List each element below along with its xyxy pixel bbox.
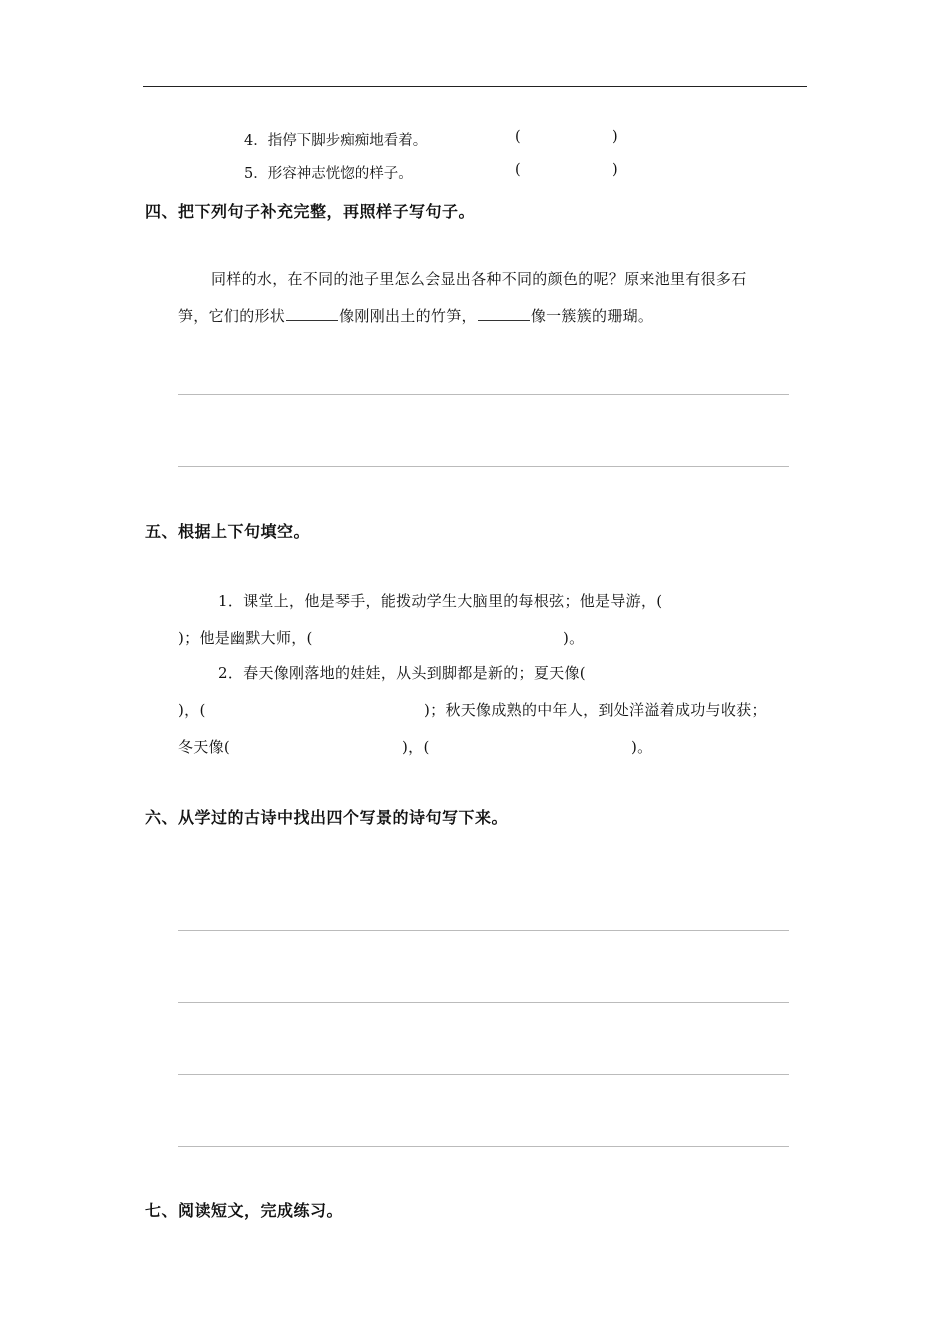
section-6-heading: 六、从学过的古诗中找出四个写景的诗句写下来。 <box>145 808 509 827</box>
q2-line-3a: 冬天像( <box>178 738 231 756</box>
section-4-paragraph-line-2 <box>178 305 653 326</box>
section-5-heading: 五、根据上下句填空。 <box>145 522 311 541</box>
answer-line[interactable] <box>178 1146 789 1147</box>
fill-blank-1[interactable] <box>286 306 338 321</box>
answer-paren-close-4: ) <box>612 129 618 145</box>
q1-line-2b: )。 <box>563 629 585 647</box>
q1-line-2a: )；他是幽默大师，( <box>178 629 313 647</box>
q2-line-3c: )。 <box>631 738 653 756</box>
item-5: 5．形容神志恍惚的样子。 <box>244 166 413 182</box>
answer-line[interactable] <box>178 466 789 467</box>
answer-line[interactable] <box>178 1002 789 1003</box>
fill-blank-2[interactable] <box>478 306 530 321</box>
header-rule <box>143 86 807 87</box>
q2-line-3b: )，( <box>402 738 430 756</box>
section-4-heading: 四、把下列句子补充完整，再照样子写句子。 <box>145 202 476 221</box>
section-4-paragraph-line-1: 同样的水，在不同的池子里怎么会显出各种不同的颜色的呢？原来池里有很多石 <box>211 270 747 288</box>
answer-line[interactable] <box>178 1074 789 1075</box>
para-text-c: 像一簇簇的珊瑚。 <box>530 307 654 325</box>
para-text-a: 笋，它们的形状 <box>178 307 286 325</box>
answer-line[interactable] <box>178 394 789 395</box>
section-7-heading: 七、阅读短文，完成练习。 <box>145 1201 344 1220</box>
answer-paren-open-5: ( <box>515 162 521 178</box>
q2-line-2a: )，( <box>178 701 206 719</box>
q2-line-2b: )；秋天像成熟的中年人，到处洋溢着成功与收获； <box>424 701 767 719</box>
q2-line-1: 2．春天像刚落地的娃娃，从头到脚都是新的；夏天像( <box>218 664 586 682</box>
answer-paren-open-4: ( <box>515 129 521 145</box>
q1-line-1: 1．课堂上，他是琴手，能拨动学生大脑里的每根弦；他是导游，( <box>218 592 663 610</box>
item-4: 4．指停下脚步痴痴地看着。 <box>244 133 428 149</box>
answer-paren-close-5: ) <box>612 162 618 178</box>
para-text-b: 像刚刚出土的竹笋， <box>339 307 477 325</box>
answer-line[interactable] <box>178 930 789 931</box>
